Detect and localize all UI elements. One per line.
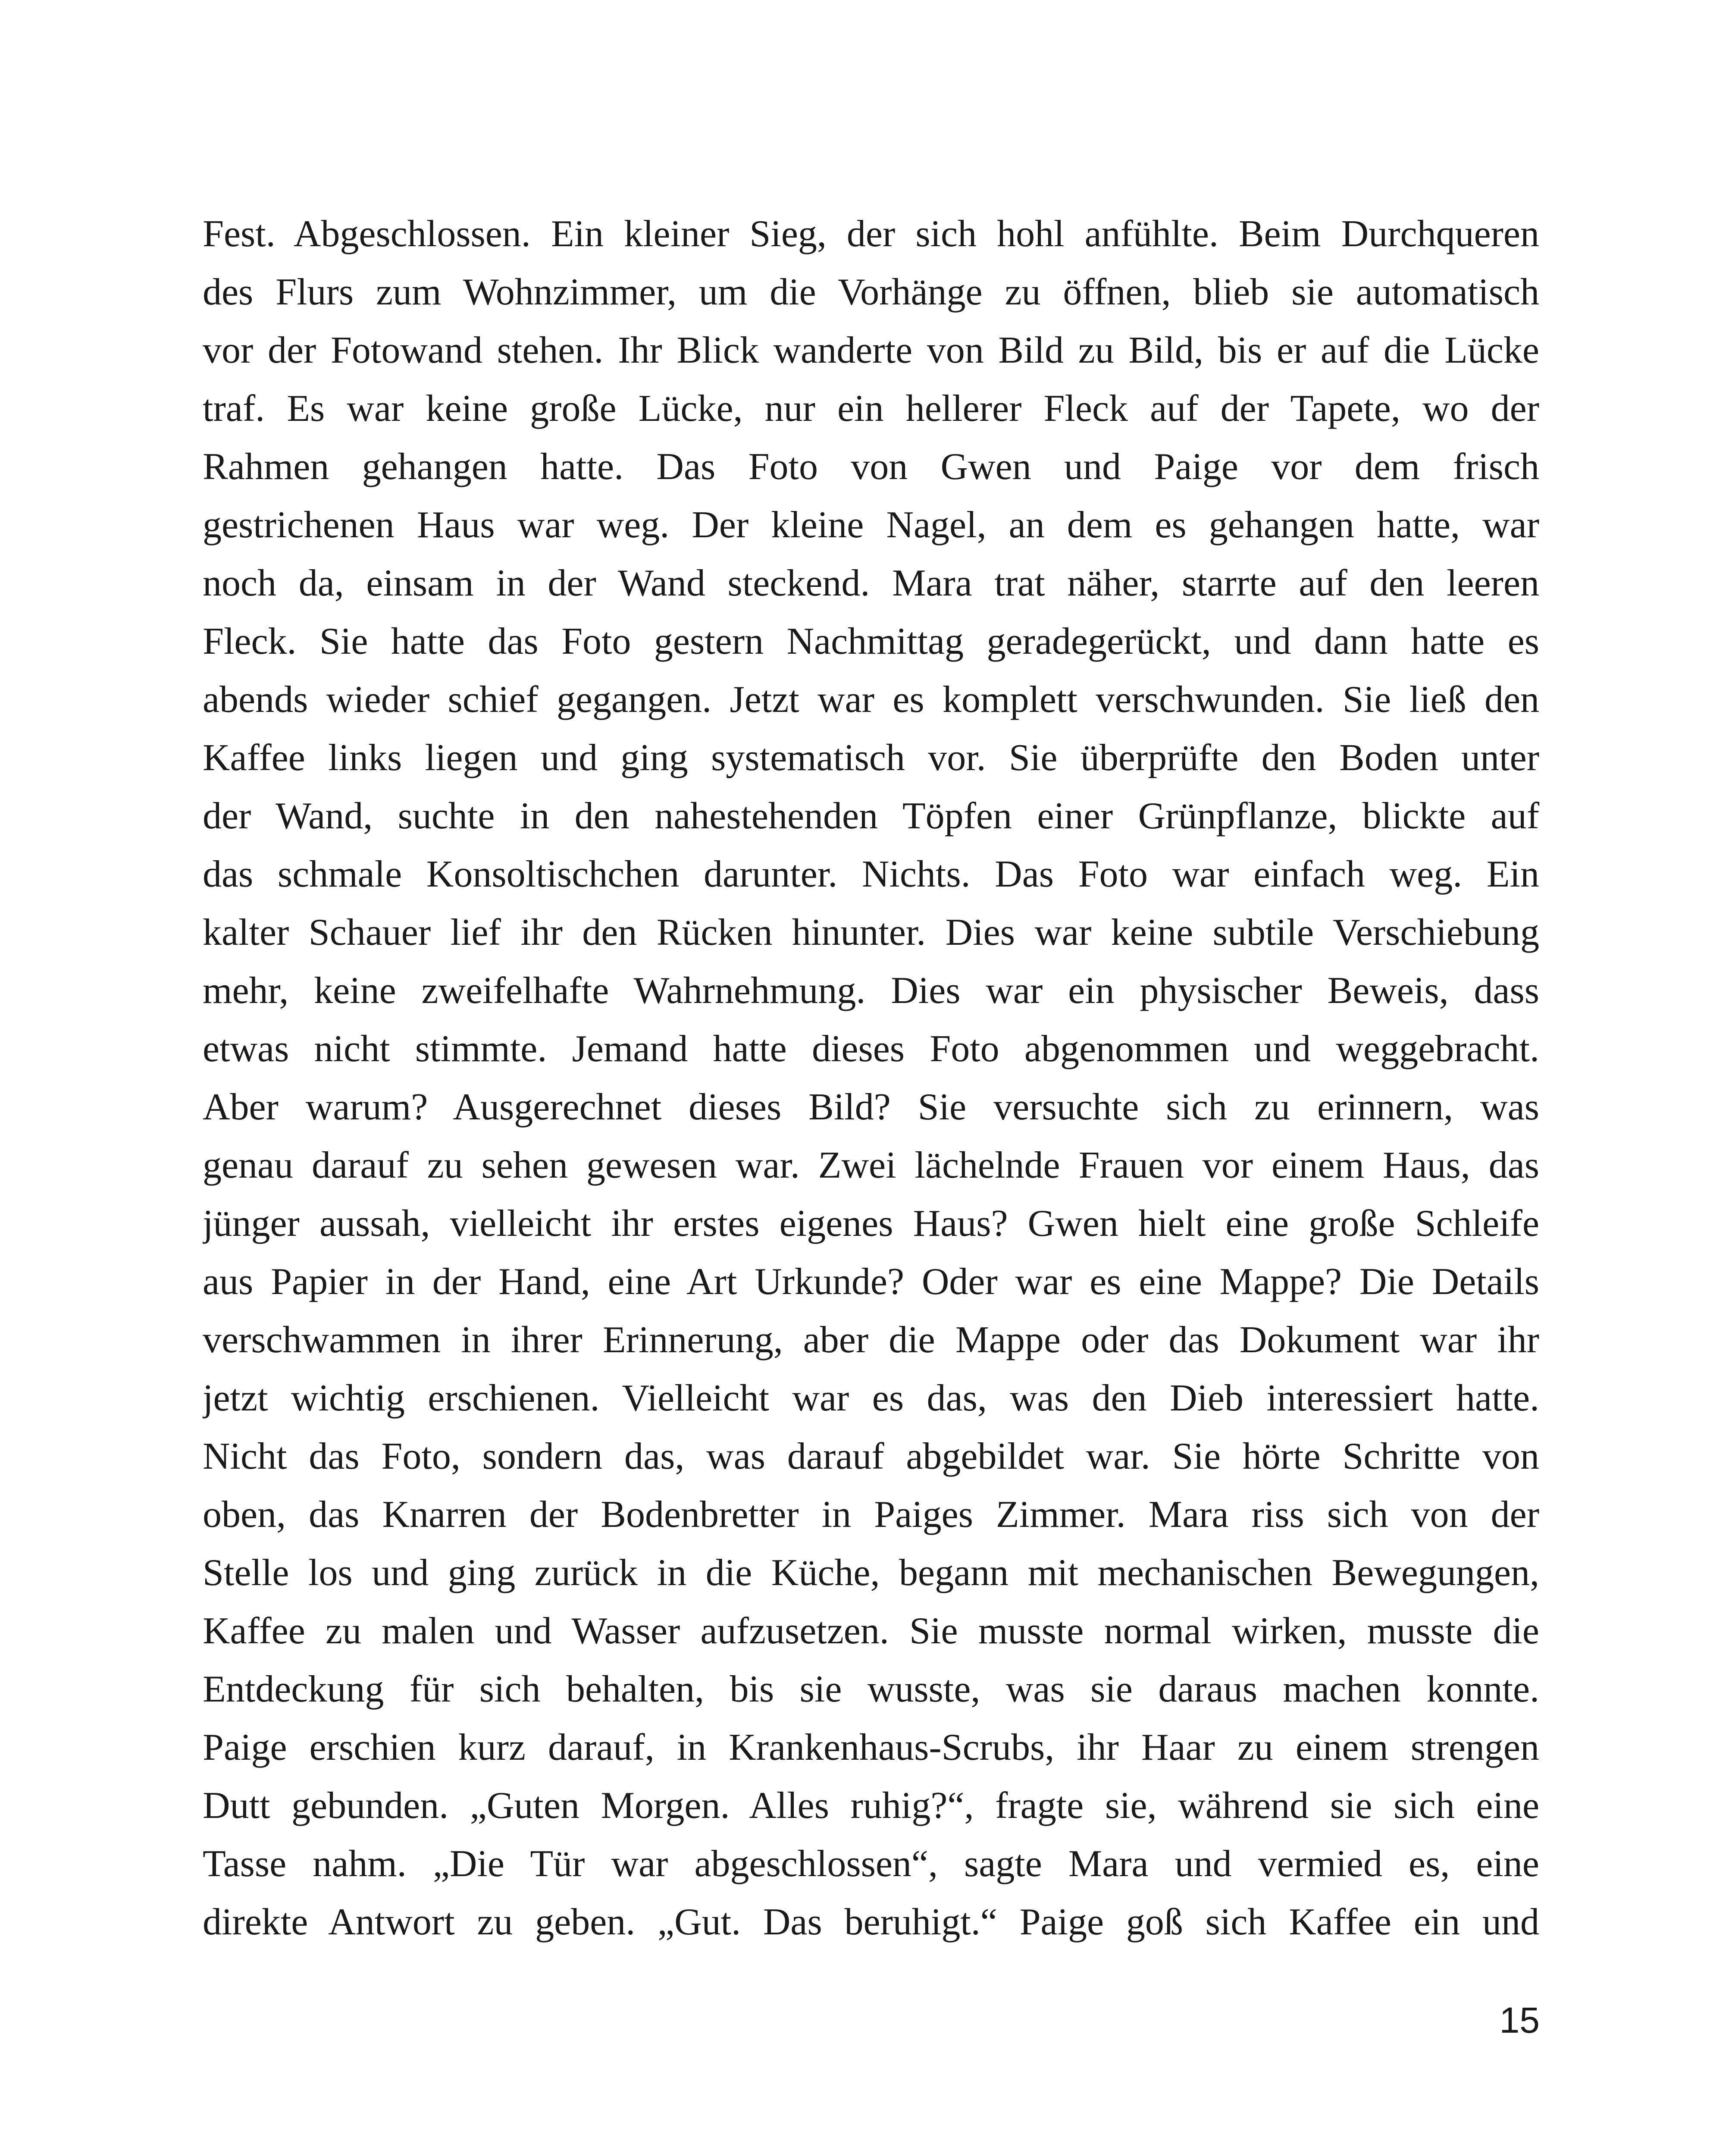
text-line: verschwammen in ihrer Erinnerung, aber die Mappe oder das Dokument war ihr <box>203 1319 1539 1361</box>
text-line: des Flurs zum Wohnzimmer, um die Vorhänge zu öffnen, blieb sie automatisch <box>203 271 1539 313</box>
text-line: das schmale Konsoltischchen darunter. Nichts. Das Foto war einfach weg. Ein <box>203 853 1539 895</box>
text-line: vor der Fotowand stehen. Ihr Blick wanderte von Bild zu Bild, bis er auf die Lücke <box>203 329 1539 371</box>
page-number: 15 <box>1499 2000 1540 2040</box>
text-line: jünger aussah, vielleicht ihr erstes eigenes Haus? Gwen hielt eine große Schleife <box>203 1203 1539 1244</box>
text-line: Stelle los und ging zurück in die Küche, begann mit mechanischen Bewegungen, <box>203 1552 1539 1594</box>
body-text <box>203 205 1539 1951</box>
text-line: mehr, keine zweifelhafte Wahrnehmung. Dies war ein physischer Beweis, dass <box>203 970 1539 1012</box>
text-line: Dutt gebunden. „Guten Morgen. Alles ruhig?“, fragte sie, während sie sich eine <box>203 1785 1539 1827</box>
text-line: noch da, einsam in der Wand steckend. Mara trat näher, starrte auf den leeren <box>203 562 1539 604</box>
text-line: genau darauf zu sehen gewesen war. Zwei lächelnde Frauen vor einem Haus, das <box>203 1144 1539 1186</box>
text-line: direkte Antwort zu geben. „Gut. Das beruhigt.“ Paige goß sich Kaffee ein und <box>203 1901 1539 1943</box>
text-line: der Wand, suchte in den nahestehenden Töpfen einer Grünpflanze, blickte auf <box>203 795 1539 837</box>
text-line: Rahmen gehangen hatte. Das Foto von Gwen und Paige vor dem frisch <box>203 446 1539 488</box>
text-line: Fleck. Sie hatte das Foto gestern Nachmittag geradegerückt, und dann hatte es <box>203 620 1539 662</box>
text-line: Nicht das Foto, sondern das, was darauf abgebildet war. Sie hörte Schritte von <box>203 1435 1539 1477</box>
text-line: jetzt wichtig erschienen. Vielleicht war es das, was den Dieb interessiert hatte. <box>203 1377 1539 1419</box>
text-line: Aber warum? Ausgerechnet dieses Bild? Sie versuchte sich zu erinnern, was <box>203 1086 1539 1128</box>
text-line: oben, das Knarren der Bodenbretter in Paiges Zimmer. Mara riss sich von der <box>203 1494 1539 1536</box>
text-line: Entdeckung für sich behalten, bis sie wusste, was sie daraus machen konnte. <box>203 1668 1539 1710</box>
text-line: Paige erschien kurz darauf, in Krankenhaus-Scrubs, ihr Haar zu einem strengen <box>203 1727 1539 1768</box>
text-line: abends wieder schief gegangen. Jetzt war es komplett verschwunden. Sie ließ den <box>203 679 1539 721</box>
text-line: Tasse nahm. „Die Tür war abgeschlossen“, sagte Mara und vermied es, eine <box>203 1843 1539 1885</box>
text-line: kalter Schauer lief ihr den Rücken hinunter. Dies war keine subtile Verschiebung <box>203 912 1539 953</box>
text-line: Kaffee zu malen und Wasser aufzusetzen. Sie musste normal wirken, musste die <box>203 1610 1539 1652</box>
text-line: traf. Es war keine große Lücke, nur ein hellerer Fleck auf der Tapete, wo der <box>203 388 1539 429</box>
text-line: gestrichenen Haus war weg. Der kleine Nagel, an dem es gehangen hatte, war <box>203 504 1539 546</box>
text-line: aus Papier in der Hand, eine Art Urkunde? Oder war es eine Mappe? Die Details <box>203 1261 1539 1303</box>
text-line: etwas nicht stimmte. Jemand hatte dieses Foto abgenommen und weggebracht. <box>203 1028 1539 1070</box>
text-line: Kaffee links liegen und ging systematisch vor. Sie überprüfte den Boden unter <box>203 737 1539 779</box>
text-line: Fest. Abgeschlossen. Ein kleiner Sieg, der sich hohl anfühlte. Beim Durchqueren <box>203 213 1539 255</box>
